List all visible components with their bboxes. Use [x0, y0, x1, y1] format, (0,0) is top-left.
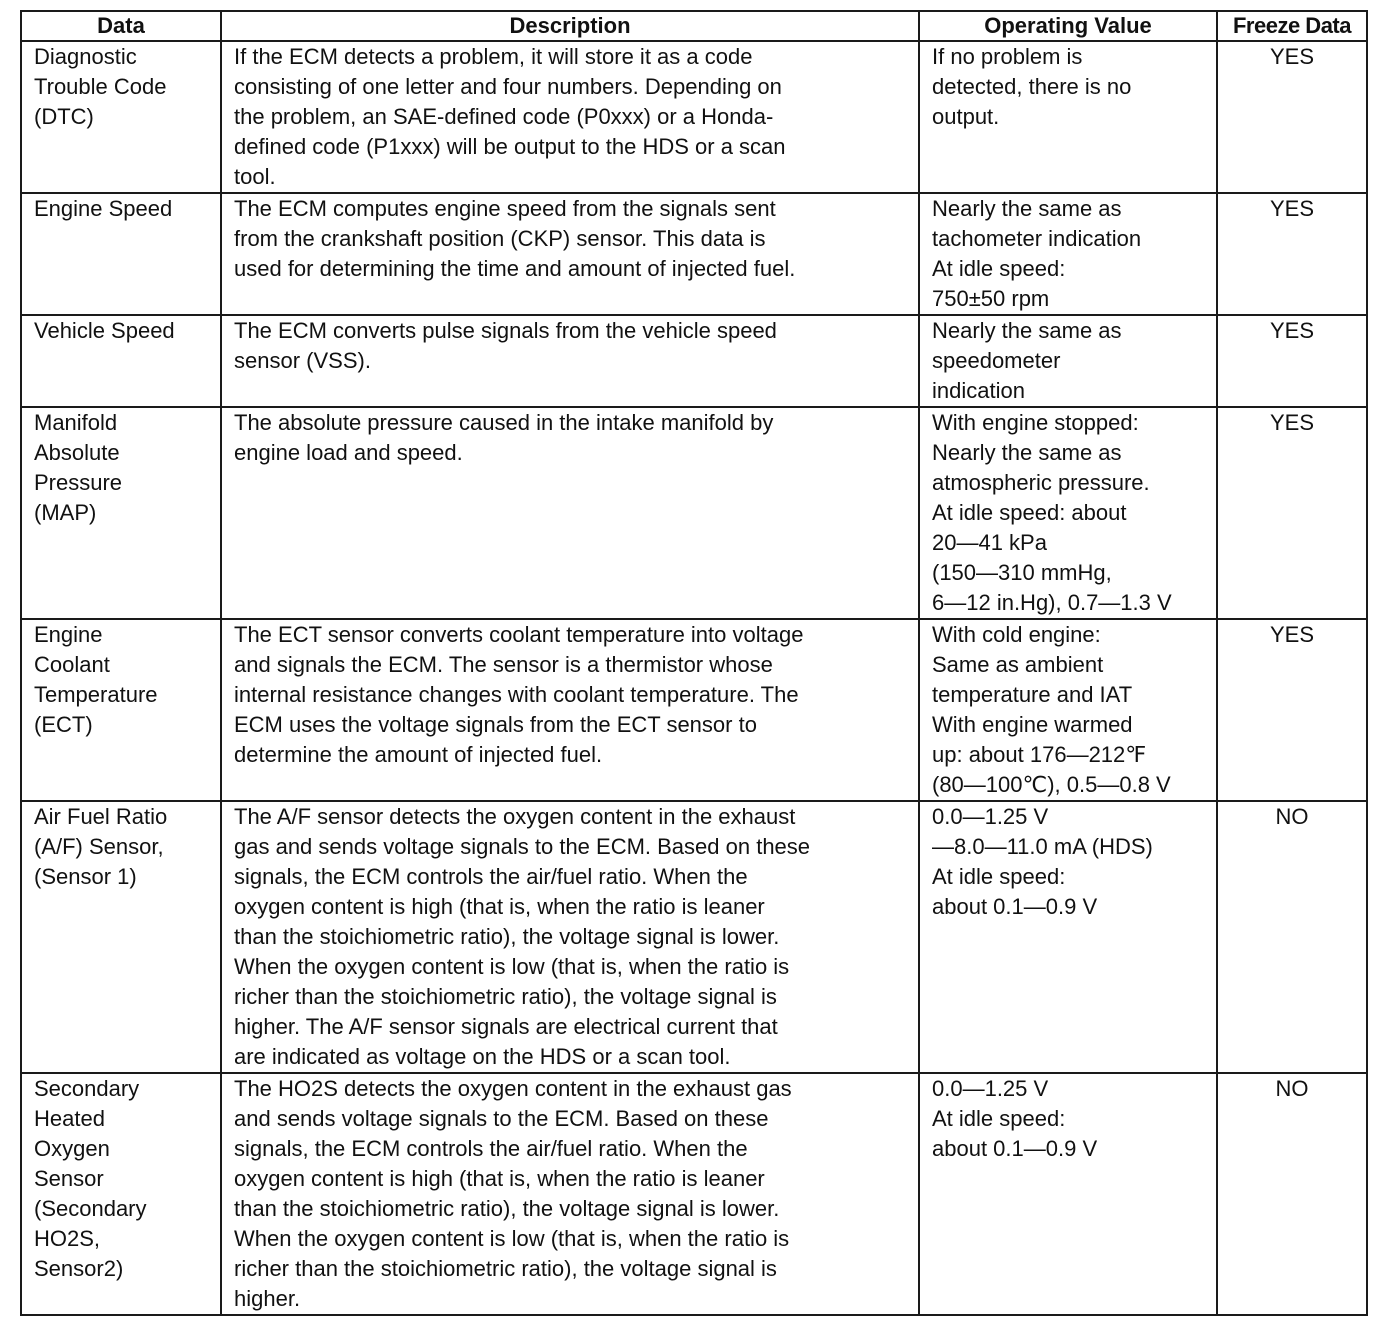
- data-name-text: Engine Speed: [34, 196, 173, 221]
- freeze-data-text: YES: [1269, 196, 1315, 221]
- freeze-data-text: YES: [1269, 318, 1315, 343]
- header-description: Description: [221, 11, 919, 41]
- freeze-data-text: YES: [1269, 410, 1315, 435]
- freeze-data-cell: [1217, 407, 1367, 619]
- header-freeze-data: Freeze Data: [1217, 11, 1367, 41]
- operating-value-text: 0.0—1.25 V At idle speed: about 0.1—0.9 V: [932, 1076, 1098, 1161]
- freeze-data-text: YES: [1269, 44, 1315, 69]
- description-cell: [221, 619, 919, 801]
- data-cell: [21, 315, 221, 407]
- freeze-data-cell: [1217, 41, 1367, 193]
- description-text: The absolute pressure caused in the intake manifold by engine load and speed.: [234, 410, 774, 465]
- header-data: Data: [21, 11, 221, 41]
- description-text: The ECM computes engine speed from the signals sent from the crankshaft position (CKP) sensor. This data is used for determining the time and amount of injected fuel.: [234, 196, 796, 281]
- table-row: [21, 315, 1367, 407]
- operating-value-text: With cold engine: Same as ambient temperature and IAT With engine warmed up: about 176—212℉ (80—100℃), 0.5—0.8 V: [932, 622, 1171, 797]
- freeze-data-cell: [1217, 193, 1367, 315]
- description-text: The ECT sensor converts coolant temperature into voltage and signals the ECM. The sensor is a thermistor whose internal resistance changes with coolant temperature. The ECM uses the voltage signals from the ECT sensor to determine the amount of injected fuel.: [234, 622, 804, 767]
- table-row: [21, 41, 1367, 193]
- operating-value-cell: [919, 801, 1217, 1073]
- freeze-data-text: YES: [1269, 622, 1315, 647]
- operating-value-cell: [919, 193, 1217, 315]
- data-list-table: [20, 10, 1368, 1316]
- operating-value-cell: [919, 315, 1217, 407]
- data-name-text: Secondary Heated Oxygen Sensor (Secondary HO2S, Sensor2): [34, 1076, 147, 1281]
- description-cell: [221, 41, 919, 193]
- data-name-text: Engine Coolant Temperature (ECT): [34, 622, 158, 737]
- description-cell: [221, 801, 919, 1073]
- data-name-text: Manifold Absolute Pressure (MAP): [34, 410, 123, 525]
- data-cell: [21, 407, 221, 619]
- operating-value-text: 0.0—1.25 V —8.0—11.0 mA (HDS) At idle speed: about 0.1—0.9 V: [932, 804, 1153, 919]
- description-cell: [221, 193, 919, 315]
- operating-value-text: With engine stopped: Nearly the same as atmospheric pressure. At idle speed: about 20—41 kPa (150—310 mmHg, 6—12 in.Hg), 0.7—1.3 V: [932, 410, 1172, 615]
- table-header-row: [21, 11, 1367, 41]
- operating-value-text: Nearly the same as tachometer indication At idle speed: 750±50 rpm: [932, 196, 1142, 311]
- operating-value-cell: [919, 1073, 1217, 1315]
- freeze-data-text: NO: [1275, 1076, 1309, 1101]
- freeze-data-cell: [1217, 315, 1367, 407]
- header-operating-value: Operating Value: [919, 11, 1217, 41]
- description-cell: [221, 1073, 919, 1315]
- operating-value-text: If no problem is detected, there is no output.: [932, 44, 1132, 129]
- operating-value-cell: [919, 407, 1217, 619]
- data-name-text: Diagnostic Trouble Code (DTC): [34, 44, 167, 129]
- data-cell: [21, 41, 221, 193]
- table-row: [21, 619, 1367, 801]
- table-row: [21, 801, 1367, 1073]
- description-text: The A/F sensor detects the oxygen content in the exhaust gas and sends voltage signals to the ECM. Based on these signals, the ECM controls the air/fuel ratio. When the oxygen content is high (that is, when the ratio is leaner than the stoichiometric ratio), the voltage signal is lower. When the oxygen content is low (that is, when the ratio is richer than the stoichiometric ratio), the voltage signal is higher. The A/F sensor signals are electrical current that are indicated as voltage on the HDS or a scan tool.: [234, 804, 811, 1069]
- freeze-data-cell: [1217, 619, 1367, 801]
- table-row: [21, 1073, 1367, 1315]
- data-cell: [21, 1073, 221, 1315]
- freeze-data-text: NO: [1275, 804, 1309, 829]
- document-page: [20, 10, 1366, 1316]
- description-text: The HO2S detects the oxygen content in the exhaust gas and sends voltage signals to the ECM. Based on these signals, the ECM controls the air/fuel ratio. When the oxygen content is high (that is, when the ratio is leaner than the stoichiometric ratio), the voltage signal is lower. When the oxygen content is low (that is, when the ratio is richer than the stoichiometric ratio), the voltage signal is higher.: [234, 1076, 792, 1311]
- table-row: [21, 407, 1367, 619]
- description-text: The ECM converts pulse signals from the vehicle speed sensor (VSS).: [234, 318, 777, 373]
- operating-value-cell: [919, 41, 1217, 193]
- data-name-text: Vehicle Speed: [34, 318, 175, 343]
- data-cell: [21, 619, 221, 801]
- description-text: If the ECM detects a problem, it will store it as a code consisting of one letter and four numbers. Depending on the problem, an SAE-defined code (P0xxx) or a Honda- defined code (P1xxx) will be output to the HDS or a scan tool.: [234, 44, 786, 189]
- description-cell: [221, 315, 919, 407]
- description-cell: [221, 407, 919, 619]
- operating-value-text: Nearly the same as speedometer indication: [932, 318, 1122, 403]
- data-cell: [21, 193, 221, 315]
- freeze-data-cell: [1217, 1073, 1367, 1315]
- data-cell: [21, 801, 221, 1073]
- data-name-text: Air Fuel Ratio (A/F) Sensor, (Sensor 1): [34, 804, 168, 889]
- operating-value-cell: [919, 619, 1217, 801]
- table-row: [21, 193, 1367, 315]
- freeze-data-cell: [1217, 801, 1367, 1073]
